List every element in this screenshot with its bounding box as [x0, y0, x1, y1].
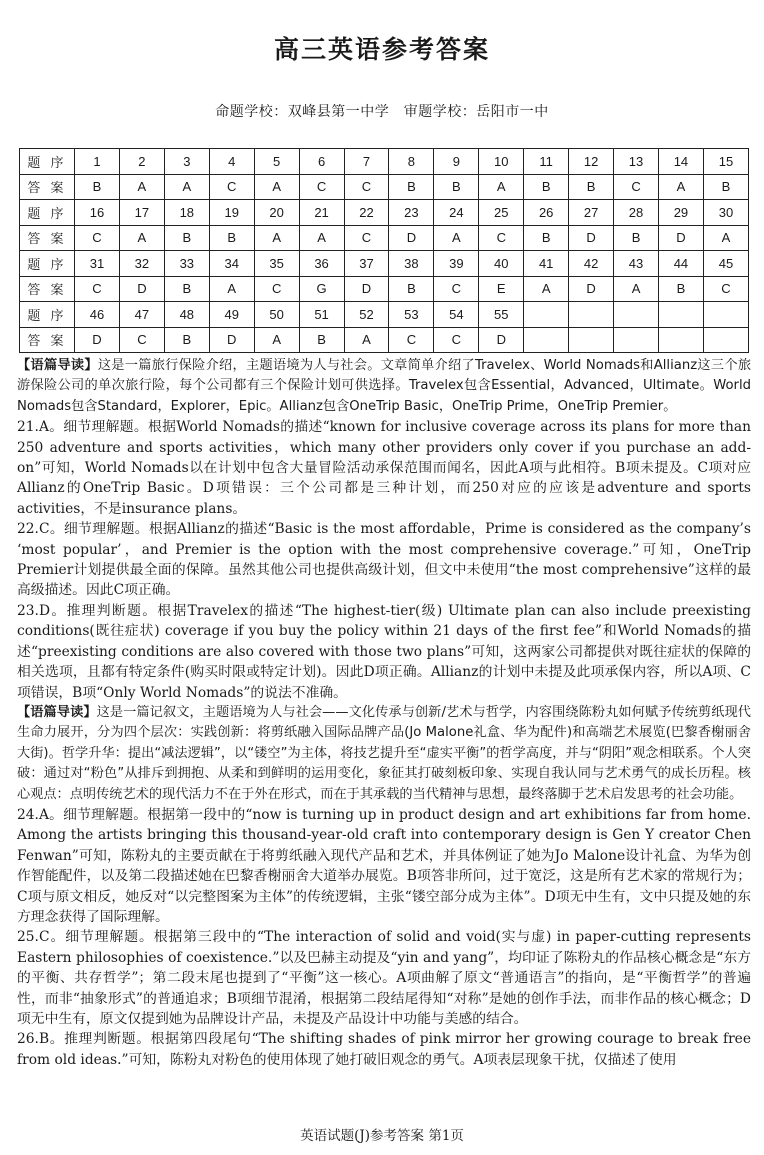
question-number-cell: 38 — [389, 251, 434, 277]
question-number-cell: 42 — [569, 251, 614, 277]
answer-cell: A — [119, 225, 164, 251]
answer-cell: B — [703, 174, 748, 200]
answer-cell: B — [164, 225, 209, 251]
answer-cell: A — [164, 174, 209, 200]
question-number-cell: 33 — [164, 251, 209, 277]
guide-tag: 【语篇导读】 — [17, 704, 97, 720]
question-number-cell: 15 — [703, 149, 748, 175]
explanation-item: 23.D。推理判断题。根据Travelex的描述“The highest-tier(级) Ultimate plan can also include preexisting conditions(既往症状) coverage if you buy the policy within 21 days of the first fee”和World Nomads的描述“preexisting conditions are also covered with those two plans”可知，这两家公司都提供对既往症状的保障的相关选项，且都有特定条件(购买时限或特定计划)。因此D项正确。Allianz的计划中未提及此项承保内容，所以A项、C项错误，B项“Only World Nomads”的说法不准确。 — [17, 602, 751, 701]
answer-row — [20, 327, 749, 353]
question-number-cell: 3 — [164, 149, 209, 175]
question-number-cell: 5 — [254, 149, 299, 175]
answer-cell — [703, 327, 748, 353]
page-title: 高三英语参考答案 — [273, 35, 490, 64]
question-number-cell: 30 — [703, 200, 748, 226]
answer-cell: C — [434, 327, 479, 353]
answer-cell: B — [164, 276, 209, 302]
page-subtitle: 命题学校：双峰县第一中学 审题学校：岳阳市一中 — [215, 104, 549, 120]
question-number-cell: 17 — [119, 200, 164, 226]
question-number-cell: 39 — [434, 251, 479, 277]
answer-cell: D — [209, 327, 254, 353]
answer-cell: B — [209, 225, 254, 251]
page-footer: 英语试题(J)参考答案 第1页 — [300, 1128, 464, 1144]
question-number-cell: 45 — [703, 251, 748, 277]
answer-cell: B — [524, 174, 569, 200]
question-number-cell: 27 — [569, 200, 614, 226]
explanation-item: 26.B。推理判断题。根据第四段尾句“The shifting shades of pink mirror her growing courage to break free from old ideas.”可知，陈粉丸对粉色的使用体现了她打破旧观念的勇气。A项表层现象干扰，仅描述了使用 — [17, 1031, 751, 1068]
question-number-cell: 54 — [434, 302, 479, 328]
answer-cell: D — [75, 327, 120, 353]
answer-row — [20, 276, 749, 302]
answer-cell: D — [569, 225, 614, 251]
question-number-cell: 51 — [299, 302, 344, 328]
explanation-item: 25.C。细节理解题。根据第三段中的“The interaction of solid and void(实与虚) in paper-cutting represents Eastern philosophies of coexistence.”以及巴赫主动提及“yin and yang”，均印证了陈粉丸的作品核心概念是“东方的平衡、共存哲学”；第二段末尾也提到了“平衡”这一核心。A项曲解了原文“普通语言”的指向，是“平衡哲学”的普遍性，而非“抽象形式”的普通追求；B项细节混淆，根据第二段结尾得知“对称”是她的创作手法，而非作品的核心概念；D项无中生有，原文仅提到她为品牌设计产品，未提及产品设计中功能与美感的结合。 — [17, 929, 751, 1027]
question-number-cell — [703, 302, 748, 328]
answer-cell: D — [569, 276, 614, 302]
explanation-body — [17, 356, 751, 1070]
answer-row — [20, 225, 749, 251]
question-number-cell: 13 — [614, 149, 659, 175]
question-row — [20, 149, 749, 175]
question-number-cell: 43 — [614, 251, 659, 277]
question-number-cell — [614, 302, 659, 328]
reading-guide-2 — [17, 703, 751, 805]
question-number-cell: 52 — [344, 302, 389, 328]
answer-cell: B — [658, 276, 703, 302]
question-number-cell — [569, 302, 614, 328]
answer-cell: C — [75, 225, 120, 251]
question-number-cell: 6 — [299, 149, 344, 175]
question-number-cell: 24 — [434, 200, 479, 226]
answer-cell: C — [119, 327, 164, 353]
answer-cell: B — [299, 327, 344, 353]
question-number-cell: 47 — [119, 302, 164, 328]
answer-cell: D — [479, 327, 524, 353]
question-number-cell: 32 — [119, 251, 164, 277]
row-header: 答 案 — [20, 276, 75, 302]
answer-cell: C — [389, 327, 434, 353]
answer-cell: A — [254, 225, 299, 251]
question-number-cell: 25 — [479, 200, 524, 226]
question-number-cell — [524, 302, 569, 328]
answer-cell: C — [299, 174, 344, 200]
question-number-cell: 18 — [164, 200, 209, 226]
answer-cell: C — [209, 174, 254, 200]
reading-guide-1 — [17, 356, 751, 417]
row-header: 题 序 — [20, 149, 75, 175]
question-number-cell: 21 — [299, 200, 344, 226]
question-number-cell: 14 — [658, 149, 703, 175]
answer-cell: D — [119, 276, 164, 302]
question-row — [20, 200, 749, 226]
answer-cell: B — [614, 225, 659, 251]
answer-cell: A — [703, 225, 748, 251]
answer-cell: B — [569, 174, 614, 200]
question-number-cell: 53 — [389, 302, 434, 328]
question-row — [20, 251, 749, 277]
question-number-cell: 26 — [524, 200, 569, 226]
row-header: 题 序 — [20, 251, 75, 277]
answer-cell: A — [434, 225, 479, 251]
answer-cell: B — [389, 276, 434, 302]
answer-cell: A — [119, 174, 164, 200]
answer-cell: A — [658, 174, 703, 200]
question-number-cell: 41 — [524, 251, 569, 277]
answer-cell: C — [254, 276, 299, 302]
answer-cell: C — [344, 174, 389, 200]
answer-cell: B — [164, 327, 209, 353]
answer-cell: C — [703, 276, 748, 302]
answer-cell: A — [209, 276, 254, 302]
question-number-cell: 23 — [389, 200, 434, 226]
question-number-cell: 37 — [344, 251, 389, 277]
answer-cell: B — [524, 225, 569, 251]
question-number-cell: 12 — [569, 149, 614, 175]
question-number-cell: 2 — [119, 149, 164, 175]
row-header: 答 案 — [20, 174, 75, 200]
question-number-cell: 22 — [344, 200, 389, 226]
guide-text: 这是一篇旅行保险介绍，主题语境为人与社会。文章简单介绍了Travelex、World Nomads和Allianz这三个旅游保险公司的单次旅行险，每个公司都有三个保险计划可供选择。Travelex包含Essential，Advanced，Ultimate。World Nomads包含Standard，Explorer，Epic。Allianz包含OneTrip Basic，OneTrip Prime，OneTrip Premier。 — [17, 358, 752, 414]
question-number-cell: 40 — [479, 251, 524, 277]
answer-cell: C — [479, 225, 524, 251]
answer-cell — [524, 327, 569, 353]
answer-cell — [658, 327, 703, 353]
answer-cell — [614, 327, 659, 353]
row-header: 答 案 — [20, 225, 75, 251]
answer-cell: D — [344, 276, 389, 302]
question-number-cell — [658, 302, 703, 328]
answer-cell: D — [389, 225, 434, 251]
question-number-cell: 7 — [344, 149, 389, 175]
answer-cell: A — [479, 174, 524, 200]
guide-tag: 【语篇导读】 — [17, 358, 98, 373]
answer-cell: B — [389, 174, 434, 200]
question-number-cell: 1 — [75, 149, 120, 175]
answer-cell: B — [434, 174, 479, 200]
question-number-cell: 11 — [524, 149, 569, 175]
answer-cell: A — [344, 327, 389, 353]
question-number-cell: 55 — [479, 302, 524, 328]
question-number-cell: 48 — [164, 302, 209, 328]
answer-cell: E — [479, 276, 524, 302]
answer-cell: C — [614, 174, 659, 200]
answer-cell: A — [614, 276, 659, 302]
answer-cell: A — [254, 174, 299, 200]
answer-cell: A — [254, 327, 299, 353]
answer-cell: B — [75, 174, 120, 200]
question-number-cell: 31 — [75, 251, 120, 277]
answer-cell: A — [299, 225, 344, 251]
answer-cell: A — [524, 276, 569, 302]
question-number-cell: 20 — [254, 200, 299, 226]
guide-text: 这是一篇记叙文，主题语境为人与社会——文化传承与创新/艺术与哲学，内容围绕陈粉丸如何赋予传统剪纸现代生命力展开，分为四个层次：实践创新：将剪纸融入国际品牌产品(Jo Malone礼盒、华为配件)和高端艺术展览(巴黎香榭丽舍大街)。哲学升华：提出“减法逻辑”，以“镂空”为主体，将技艺提升至“虚实平衡”的哲学高度，并与“阴阳”观念相联系。个人突破：通过对“粉色”从排斥到拥抱、从柔和到鲜明的运用变化，象征其打破刻板印象、实现自我认同与艺术勇气的成长历程。核心观点：点明传统艺术的现代活力不在于外在形式，而在于其承载的当代精神与思想，最终落脚于艺术启发思考的社会功能。 — [17, 704, 751, 802]
question-row — [20, 302, 749, 328]
question-number-cell: 36 — [299, 251, 344, 277]
question-number-cell: 29 — [658, 200, 703, 226]
row-header: 题 序 — [20, 302, 75, 328]
explanation-item: 24.A。细节理解题。根据第一段中的“now is turning up in product design and art exhibitions far from home. Among the artists bringing this thousand-year-old craft into contemporary design is Gen Y creator Chen Fenwan”可知，陈粉丸的主要贡献在于将剪纸融入现代产品和艺术，并具体例证了她为Jo Malone设计礼盒、为华为创作智能配件，以及第二段描述她在巴黎香榭丽舍大道举办展览。B项答非所问，过于宽泛，这是所有艺术家的常规行为；C项与原文相反，她反对“以完整图案为主体”的传统逻辑，主张“镂空部分成为主体”。D项无中生有，文中只提及她的东方理念获得了国际理解。 — [17, 806, 751, 925]
answer-cell: D — [658, 225, 703, 251]
question-number-cell: 10 — [479, 149, 524, 175]
question-number-cell: 50 — [254, 302, 299, 328]
answer-cell: C — [344, 225, 389, 251]
question-number-cell: 9 — [434, 149, 479, 175]
answer-row — [20, 174, 749, 200]
question-number-cell: 35 — [254, 251, 299, 277]
question-number-cell: 4 — [209, 149, 254, 175]
answer-cell: C — [434, 276, 479, 302]
question-number-cell: 8 — [389, 149, 434, 175]
answer-cell — [569, 327, 614, 353]
answer-table — [19, 148, 749, 353]
question-number-cell: 16 — [75, 200, 120, 226]
question-number-cell: 28 — [614, 200, 659, 226]
answer-cell: C — [75, 276, 120, 302]
answer-cell: G — [299, 276, 344, 302]
row-header: 答 案 — [20, 327, 75, 353]
question-number-cell: 44 — [658, 251, 703, 277]
row-header: 题 序 — [20, 200, 75, 226]
question-number-cell: 49 — [209, 302, 254, 328]
explanation-item: 21.A。细节理解题。根据World Nomads的描述“known for inclusive coverage across its plans for more than 250 adventure and sports activities，which many other providers only cover if you purchase an add-on”可知，World Nomads以在计划中包含大量冒险活动承保范围而闻名，因此A项与此相符。B项未提及。C项对应Allianz的OneTrip Basic。D项错误：三个公司都是三种计划，而250对应的应该是adventure and sports activities，不是insurance plans。 — [17, 419, 751, 517]
question-number-cell: 34 — [209, 251, 254, 277]
explanation-item: 22.C。细节理解题。根据Allianz的描述“Basic is the most affordable，Prime is considered as the company’s ‘most popular’，and Premier is the option with the most comprehensive coverage.”可知，OneTrip Premier计划提供最全面的保障。虽然其他公司也提供高级计划，但文中未使用“the most comprehensive”这样的最高级描述。因此C项正确。 — [17, 521, 751, 599]
question-number-cell: 46 — [75, 302, 120, 328]
question-number-cell: 19 — [209, 200, 254, 226]
